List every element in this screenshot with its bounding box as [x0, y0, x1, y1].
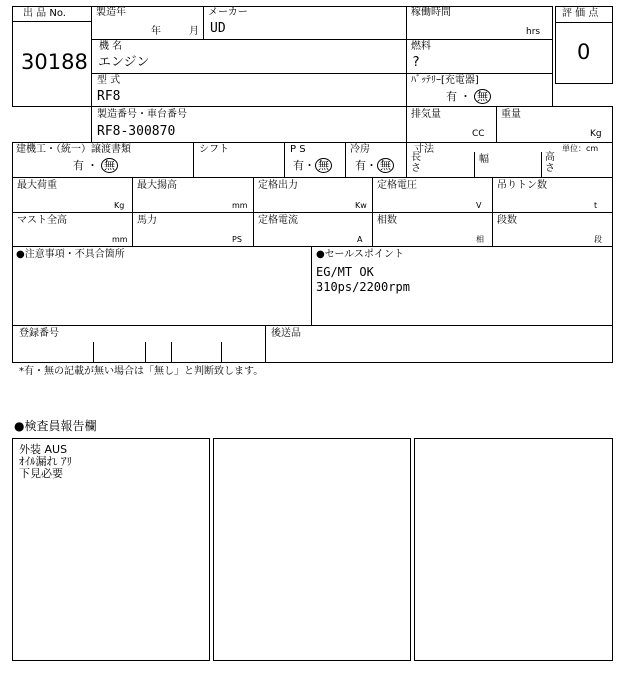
- inspector-title: ●検査員報告欄: [14, 419, 97, 433]
- footnote: *有・無の記載が無い場合は「無し」と判断致します。: [19, 366, 264, 377]
- stages-unit: 段: [594, 235, 602, 244]
- cooler-yes-no: 有・ 無: [355, 160, 394, 172]
- shipping-label: 後送品: [271, 328, 301, 339]
- score-label: 評 価 点: [562, 8, 599, 19]
- width-label: 幅: [479, 154, 489, 165]
- maker-value: UD: [210, 21, 226, 36]
- dimensions-unit-note: 単位：cm: [562, 144, 599, 153]
- inspector-box-2: [213, 438, 411, 661]
- horsepower-label: 馬力: [137, 215, 157, 226]
- rated-output-label: 定格出力: [258, 180, 298, 191]
- inspector-box-1-text: 外装 AUS ｵｲﾙ漏れ ｱﾘ 下見必要: [19, 443, 72, 480]
- mast-height-unit: mm: [112, 235, 128, 244]
- sales-points-text: EG/MT OK 310ps/2200rpm: [316, 265, 410, 294]
- battery-no-circle: 無: [474, 89, 491, 104]
- displacement-unit: CC: [472, 129, 485, 139]
- horsepower-unit: PS: [232, 235, 242, 244]
- score-value: 0: [577, 40, 591, 64]
- fuel-label: 燃料: [411, 41, 431, 52]
- max-lift-unit: mm: [232, 201, 248, 210]
- inspector-box-3: [414, 438, 613, 661]
- cautions-label: ●注意事項・不具合箇所: [16, 249, 125, 260]
- displacement-label: 排気量: [411, 109, 441, 120]
- maker-label: メーカー: [208, 7, 248, 18]
- height-label: 高 さ: [545, 152, 555, 174]
- max-load-unit: Kg: [114, 201, 125, 210]
- year-label: 製造年: [96, 7, 126, 18]
- fuel-value: ?: [412, 55, 420, 70]
- rated-output-unit: Kw: [355, 201, 367, 210]
- model-name-label: 機 名: [99, 41, 123, 52]
- phase-label: 相数: [377, 215, 397, 226]
- ps-yes-no: 有・ 無: [293, 160, 332, 172]
- registration-label: 登録番号: [19, 328, 59, 339]
- sales-points-label: ●セールスポイント: [316, 249, 404, 260]
- ps-no-circle: 無: [315, 158, 332, 173]
- spec-row3-box: [12, 212, 613, 247]
- rated-current-unit: A: [357, 235, 363, 244]
- hours-unit: hrs: [526, 27, 541, 37]
- serial-label: 製造番号・車台番号: [97, 109, 187, 120]
- stages-label: 段数: [497, 215, 517, 226]
- battery-yes-no: 有 ・ 無: [446, 91, 491, 103]
- shift-label: シフト: [199, 144, 229, 155]
- hours-label: 稼働時間: [411, 7, 451, 18]
- lift-tons-label: 吊りトン数: [497, 180, 547, 191]
- max-lift-label: 最大揚高: [137, 180, 177, 191]
- weight-label: 重量: [501, 109, 521, 120]
- item-no-label: 出 品 No.: [23, 8, 66, 19]
- length-label: 長 さ: [411, 152, 421, 174]
- rated-voltage-label: 定格電圧: [377, 180, 417, 191]
- month-suffix: 月: [189, 26, 199, 37]
- dimensions-label: 寸法: [414, 144, 434, 155]
- transfer-doc-label: 建機工・（統一）譲渡書類: [16, 144, 131, 155]
- cooler-no-circle: 無: [377, 158, 394, 173]
- battery-label: ﾊﾞｯﾃﾘｰ[充電器]: [411, 75, 479, 86]
- registration-box: [12, 325, 613, 363]
- model-name-value: エンジン: [98, 55, 150, 70]
- rated-current-label: 定格電流: [258, 215, 298, 226]
- transfer-doc-no-circle: 無: [101, 158, 118, 173]
- type-label: 型 式: [97, 75, 121, 86]
- cooler-label: 冷房: [350, 144, 370, 155]
- weight-unit: Kg: [590, 129, 602, 139]
- item-no-value: 30188: [21, 50, 88, 74]
- type-value: RF8: [97, 89, 121, 104]
- max-load-label: 最大荷重: [17, 180, 57, 191]
- year-suffix: 年: [151, 26, 161, 37]
- lift-tons-unit: t: [594, 201, 598, 210]
- mast-height-label: マスト全高: [17, 215, 67, 226]
- phase-unit: 相: [476, 235, 484, 244]
- transfer-doc-yes-no: 有 ・ 無: [73, 160, 118, 172]
- ps-label: P S: [290, 144, 306, 155]
- rated-voltage-unit: V: [476, 201, 482, 210]
- serial-value: RF8-300870: [97, 124, 176, 139]
